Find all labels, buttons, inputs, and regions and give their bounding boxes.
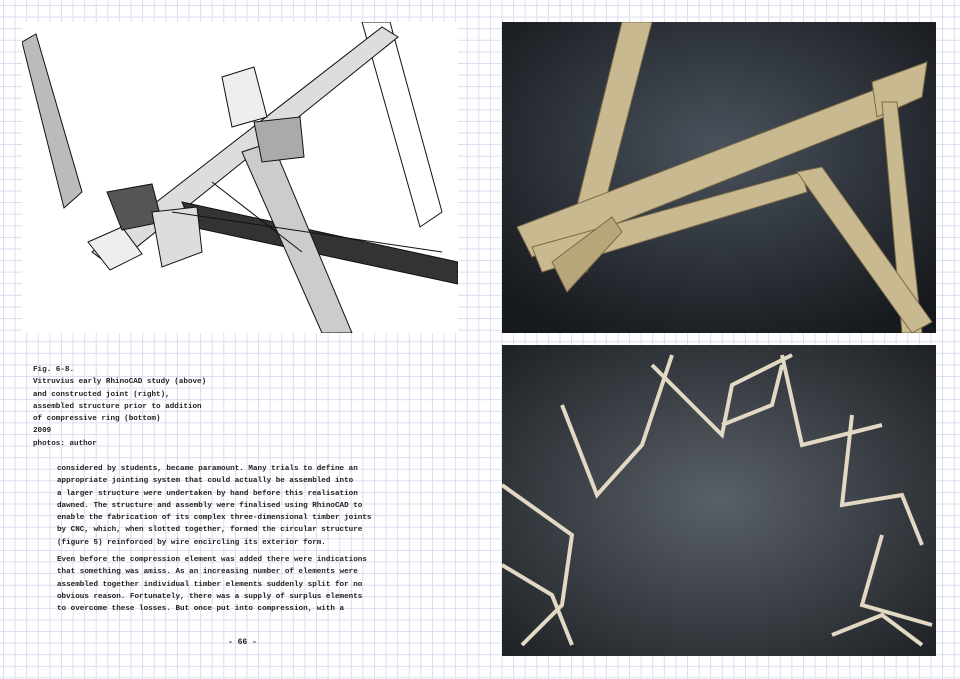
caption-line: and constructed joint (right),: [33, 390, 170, 399]
caption-line: Fig. 6-8.: [33, 366, 75, 374]
caption-line: of compressive ring (bottom): [33, 415, 161, 424]
text-line: considered by students, became paramount. Many trials to define an: [57, 465, 358, 473]
body-paragraph-2: [57, 554, 367, 615]
text-line: that something was amiss. As an increasing number of elements were: [57, 568, 358, 577]
text-line: (figure 5) reinforced by wire encircling its exterior form.: [57, 538, 326, 547]
caption-line: assembled structure prior to addition: [33, 402, 202, 411]
cad-drawing-figure: [22, 22, 458, 333]
joint-photo-image: [502, 22, 936, 333]
caption-line: Vitruvius early RhinoCAD study (above): [33, 378, 207, 387]
text-line: appropriate jointing system that could actually be assembled into: [57, 477, 354, 486]
text-line: assembled together individual timber elements suddenly split for no: [57, 580, 363, 589]
assembled-structure-photo: [502, 345, 936, 656]
text-line: dawned. The structure and assembly were finalised using RhinoCAD to: [57, 501, 363, 510]
text-line: by CNC, which, when slotted together, formed the circular structure: [57, 526, 363, 535]
cad-wireframe-image: [22, 22, 458, 333]
text-line: to overcome these losses. But once put into compression, with a: [57, 605, 345, 614]
page-number: - 66 -: [228, 638, 257, 647]
text-line: a larger structure were undertaken by hand before this realisation: [57, 489, 358, 498]
body-paragraph-1: [57, 463, 371, 549]
figure-caption: [33, 364, 206, 450]
assembled-structure-image: [502, 345, 936, 656]
text-line: obvious reason. Fortunately, there was a supply of surplus elements: [57, 592, 363, 601]
text-line: enable the fabrication of its complex three-dimensional timber joints: [57, 514, 372, 523]
text-line: Even before the compression element was added there were indications: [57, 556, 367, 564]
caption-line: 2009: [33, 427, 52, 436]
joint-photo: [502, 22, 936, 333]
caption-line: photos: author: [33, 439, 97, 448]
